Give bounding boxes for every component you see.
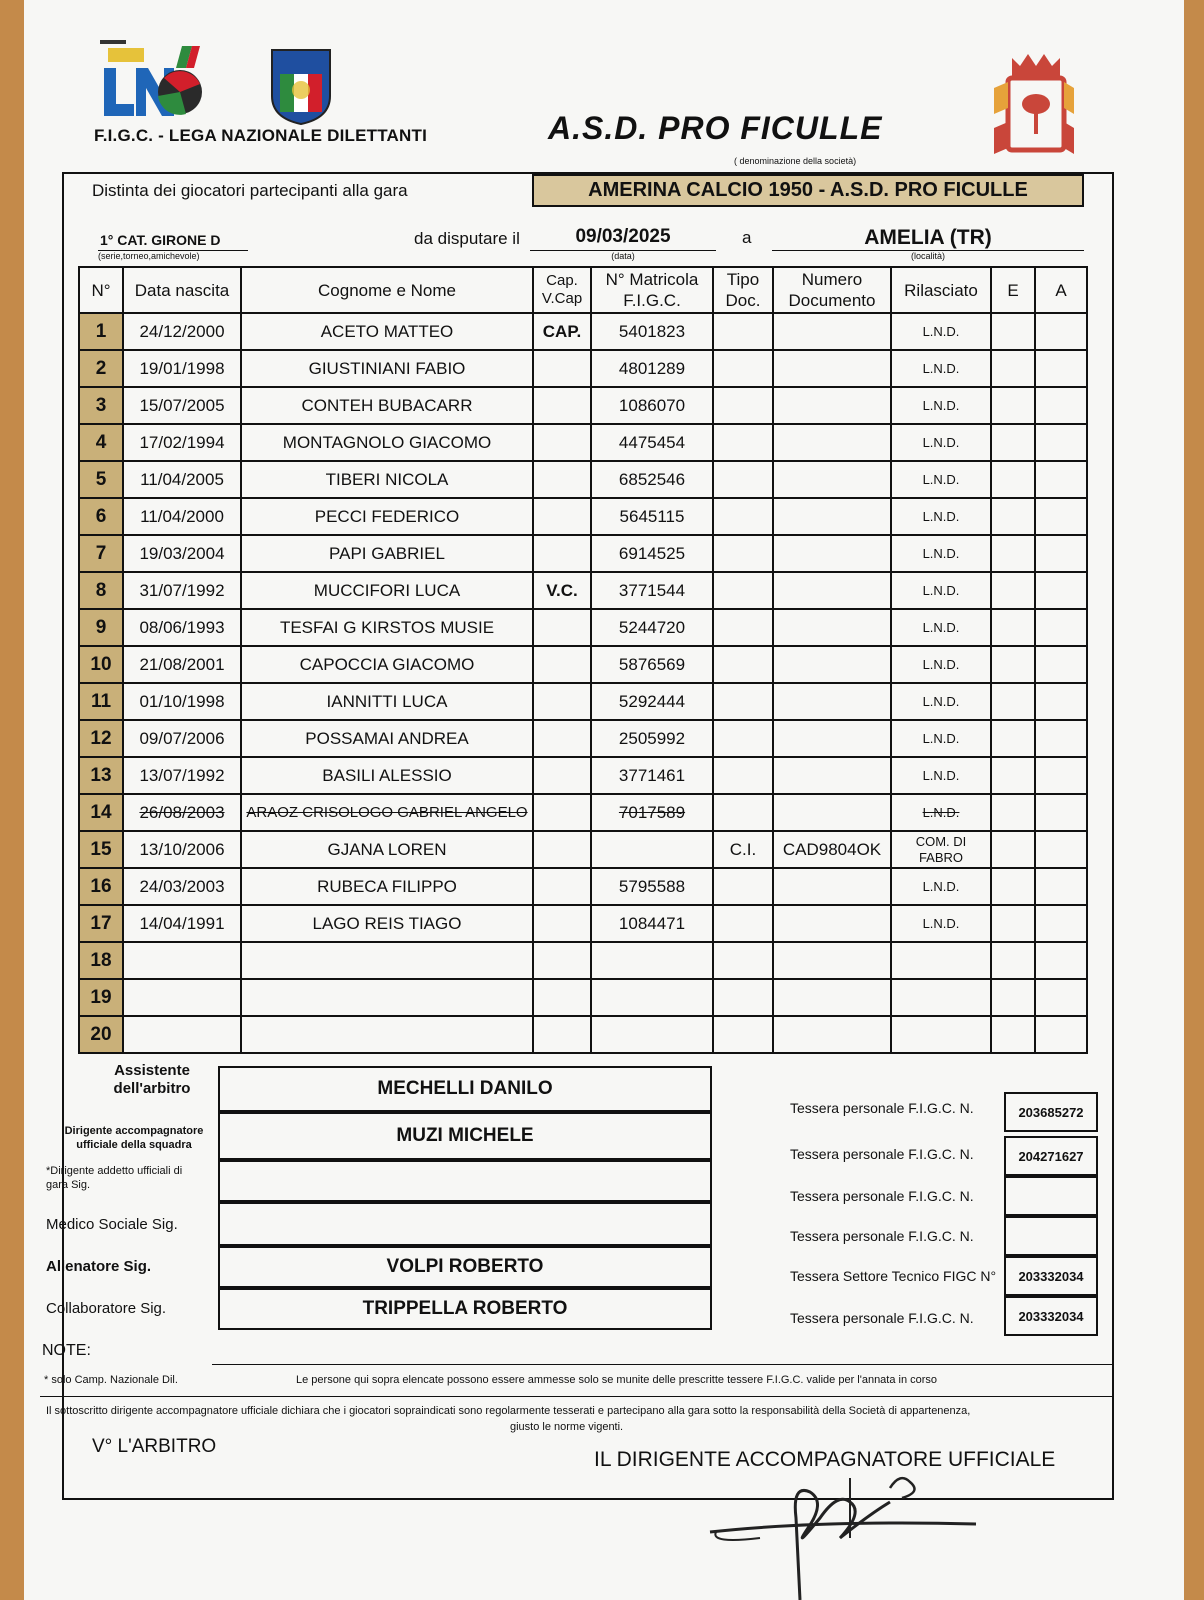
doc-number: [773, 350, 891, 387]
category-caption: (serie,torneo,amichevole): [98, 251, 200, 261]
a-cell: [1035, 979, 1087, 1016]
a-cell: [1035, 794, 1087, 831]
player-number: 5: [79, 461, 123, 498]
doc-type: [713, 350, 773, 387]
e-cell: [991, 387, 1035, 424]
player-number: 18: [79, 942, 123, 979]
e-cell: [991, 794, 1035, 831]
rilasciato: L.N.D.: [891, 387, 991, 424]
header-cap: Cap. V.Cap: [533, 267, 591, 313]
matricola: 4801289: [591, 350, 713, 387]
roster-header-row: [79, 267, 1087, 313]
birth-date: 31/07/1992: [123, 572, 241, 609]
matricola: 1084471: [591, 905, 713, 942]
a-cell: [1035, 535, 1087, 572]
captain-mark: [533, 1016, 591, 1053]
tessera-value-1: 203685272: [1004, 1092, 1098, 1132]
lnd-logo: [94, 38, 204, 130]
e-cell: [991, 646, 1035, 683]
player-name: CAPOCCIA GIACOMO: [241, 646, 533, 683]
e-cell: [991, 1016, 1035, 1053]
player-name: LAGO REIS TIAGO: [241, 905, 533, 942]
declaration-text-2: giusto le norme vigenti.: [510, 1421, 624, 1433]
tessera-value-6: 203332034: [1004, 1296, 1098, 1336]
doc-type: [713, 720, 773, 757]
matricola: 6914525: [591, 535, 713, 572]
birth-date: 21/08/2001: [123, 646, 241, 683]
player-number: 10: [79, 646, 123, 683]
matricola: 3771461: [591, 757, 713, 794]
doc-type: [713, 868, 773, 905]
a-cell: [1035, 498, 1087, 535]
player-number: 11: [79, 683, 123, 720]
e-cell: [991, 868, 1035, 905]
table-row: [79, 757, 1087, 794]
allenatore-label: Allenatore Sig.: [46, 1258, 152, 1275]
a-cell: [1035, 609, 1087, 646]
a-cell: [1035, 868, 1087, 905]
player-name: TIBERI NICOLA: [241, 461, 533, 498]
birth-date: [123, 979, 241, 1016]
table-row: [79, 646, 1087, 683]
club-caption: ( denominazione della società): [734, 156, 857, 166]
doc-type: [713, 979, 773, 1016]
player-name: TESFAI G KIRSTOS MUSIE: [241, 609, 533, 646]
captain-mark: [533, 646, 591, 683]
matricola: 5244720: [591, 609, 713, 646]
matricola: [591, 942, 713, 979]
player-name: GJANA LOREN: [241, 831, 533, 868]
matricola: [591, 1016, 713, 1053]
collaboratore-label: Collaboratore Sig.: [46, 1300, 167, 1317]
staff-section: [46, 1062, 1112, 1336]
matricola: 5401823: [591, 313, 713, 350]
rilasciato: L.N.D.: [891, 646, 991, 683]
solo-camp-note: * solo Camp. Nazionale Dil.: [44, 1374, 178, 1386]
tessera-value-4: [1004, 1216, 1098, 1256]
player-number: 12: [79, 720, 123, 757]
e-cell: [991, 831, 1035, 868]
a-cell: [1035, 424, 1087, 461]
e-cell: [991, 572, 1035, 609]
e-cell: [991, 350, 1035, 387]
doc-type: [713, 905, 773, 942]
a-label: a: [742, 228, 752, 247]
player-name: POSSAMAI ANDREA: [241, 720, 533, 757]
birth-date: [123, 942, 241, 979]
a-cell: [1035, 683, 1087, 720]
rilasciato: L.N.D.: [891, 313, 991, 350]
rilasciato: COM. DI FABRO: [891, 831, 991, 868]
captain-mark: [533, 942, 591, 979]
player-number: 4: [79, 424, 123, 461]
doc-type: [713, 387, 773, 424]
distinta-label: Distinta dei giocatori partecipanti alla gara: [92, 181, 408, 200]
rilasciato: L.N.D.: [891, 757, 991, 794]
tessera-label-2: Tessera personale F.I.G.C. N.: [790, 1146, 974, 1162]
doc-type: [713, 942, 773, 979]
player-name: IANNITTI LUCA: [241, 683, 533, 720]
player-number: 2: [79, 350, 123, 387]
a-cell: [1035, 313, 1087, 350]
player-name: [241, 942, 533, 979]
match-title: AMERINA CALCIO 1950 - A.S.D. PRO FICULLE: [532, 174, 1084, 207]
matricola: 5795588: [591, 868, 713, 905]
doc-type: [713, 424, 773, 461]
player-number: 20: [79, 1016, 123, 1053]
club-name: A.S.D. PRO FICULLE: [548, 110, 883, 146]
doc-type: [713, 461, 773, 498]
e-cell: [991, 535, 1035, 572]
rilasciato: L.N.D.: [891, 461, 991, 498]
player-number: 8: [79, 572, 123, 609]
doc-number: [773, 942, 891, 979]
doc-type: [713, 572, 773, 609]
doc-type: [713, 1016, 773, 1053]
birth-date: 15/07/2005: [123, 387, 241, 424]
a-cell: [1035, 942, 1087, 979]
municipal-crest: [990, 48, 1078, 166]
rilasciato: L.N.D.: [891, 720, 991, 757]
category-value: 1° CAT. GIRONE D: [100, 232, 221, 248]
declaration-text: Il sottoscritto dirigente accompagnatore ufficiale dichiara che i giocatori sopraindicati sono regolarmente tesserati e partecipano alla gara sotto la responsabilità della Società di appartenenza,: [46, 1405, 971, 1417]
player-number: 7: [79, 535, 123, 572]
birth-date: 14/04/1991: [123, 905, 241, 942]
assistente-value: MECHELLI DANILO: [218, 1066, 712, 1112]
player-name: [241, 1016, 533, 1053]
tessera-label-6: Tessera personale F.I.G.C. N.: [790, 1310, 974, 1326]
table-row: [79, 572, 1087, 609]
e-cell: [991, 683, 1035, 720]
place-caption: (località): [910, 251, 945, 261]
note-line: [212, 1364, 1112, 1365]
captain-mark: CAP.: [533, 313, 591, 350]
e-cell: [991, 979, 1035, 1016]
e-cell: [991, 313, 1035, 350]
captain-mark: [533, 387, 591, 424]
a-cell: [1035, 720, 1087, 757]
rilasciato: L.N.D.: [891, 572, 991, 609]
doc-number: [773, 387, 891, 424]
match-place: AMELIA (TR): [864, 226, 992, 249]
rilasciato: L.N.D.: [891, 424, 991, 461]
player-name: PECCI FEDERICO: [241, 498, 533, 535]
signature: [700, 1468, 1000, 1600]
player-number: 14: [79, 794, 123, 831]
e-cell: [991, 424, 1035, 461]
tessera-value-2: 204271627: [1004, 1136, 1098, 1176]
a-cell: [1035, 831, 1087, 868]
table-row: [79, 535, 1087, 572]
birth-date: 24/12/2000: [123, 313, 241, 350]
captain-mark: [533, 979, 591, 1016]
doc-type: [713, 757, 773, 794]
doc-number: CAD9804OK: [773, 831, 891, 868]
e-cell: [991, 461, 1035, 498]
dirigente-label: Dirigente accompagnatore ufficiale della squadra: [64, 1125, 204, 1151]
birth-date: 09/07/2006: [123, 720, 241, 757]
table-row: [79, 831, 1087, 868]
tessera-tecnico-label: Tessera Settore Tecnico FIGC N°: [790, 1268, 997, 1284]
birth-date: 19/01/1998: [123, 350, 241, 387]
birth-date: 13/10/2006: [123, 831, 241, 868]
header-documento: Numero Documento: [773, 267, 891, 313]
captain-mark: [533, 720, 591, 757]
player-number: 16: [79, 868, 123, 905]
table-row: [79, 461, 1087, 498]
player-name: CONTEH BUBACARR: [241, 387, 533, 424]
header-rilasciato: Rilasciato: [891, 267, 991, 313]
header-matricola: N° Matricola F.I.G.C.: [591, 267, 713, 313]
matricola: 3771544: [591, 572, 713, 609]
doc-number: [773, 979, 891, 1016]
figc-shield-logo: [270, 48, 332, 126]
matricola: 1086070: [591, 387, 713, 424]
rilasciato: L.N.D.: [891, 350, 991, 387]
doc-type: [713, 609, 773, 646]
matricola: 2505992: [591, 720, 713, 757]
rilasciato: [891, 1016, 991, 1053]
a-cell: [1035, 387, 1087, 424]
doc-type: [713, 646, 773, 683]
doc-number: [773, 794, 891, 831]
birth-date: 19/03/2004: [123, 535, 241, 572]
lnd-caption: F.I.G.C. - LEGA NAZIONALE DILETTANTI: [94, 126, 428, 145]
rilasciato: L.N.D.: [891, 905, 991, 942]
a-cell: [1035, 350, 1087, 387]
rilasciato: [891, 979, 991, 1016]
header-birth: Data nascita: [123, 267, 241, 313]
tessera-label-1: Tessera personale F.I.G.C. N.: [790, 1100, 974, 1116]
birth-date: 01/10/1998: [123, 683, 241, 720]
doc-number: [773, 535, 891, 572]
doc-number: [773, 683, 891, 720]
addetto-label: *Dirigente addetto ufficiali di gara Sig.: [46, 1165, 183, 1191]
birth-date: [123, 1016, 241, 1053]
dirigente-ufficiale-label: IL DIRIGENTE ACCOMPAGNATORE UFFICIALE: [594, 1448, 1056, 1471]
header-a: A: [1035, 267, 1087, 313]
matricola: 4475454: [591, 424, 713, 461]
doc-number: [773, 1016, 891, 1053]
doc-number: [773, 868, 891, 905]
table-row: [79, 942, 1087, 979]
captain-mark: [533, 757, 591, 794]
dirigente-value: MUZI MICHELE: [218, 1112, 712, 1160]
a-cell: [1035, 646, 1087, 683]
player-number: 1: [79, 313, 123, 350]
assistente-label: Assistente dell'arbitro: [113, 1062, 191, 1097]
rilasciato: L.N.D.: [891, 683, 991, 720]
arbitro-label: V° L'ARBITRO: [92, 1436, 217, 1457]
da-disputare-label: da disputare il: [414, 229, 520, 248]
doc-number: [773, 646, 891, 683]
player-name: ARAOZ CRISOLOGO GABRIEL ANGELO: [241, 794, 533, 831]
a-cell: [1035, 572, 1087, 609]
e-cell: [991, 905, 1035, 942]
matricola: 5876569: [591, 646, 713, 683]
roster-table: [78, 266, 1088, 1054]
matricola: 7017589: [591, 794, 713, 831]
allenatore-value: VOLPI ROBERTO: [218, 1246, 712, 1288]
table-row: [79, 720, 1087, 757]
a-cell: [1035, 905, 1087, 942]
captain-mark: V.C.: [533, 572, 591, 609]
player-name: [241, 979, 533, 1016]
matricola: [591, 979, 713, 1016]
captain-mark: [533, 535, 591, 572]
table-row: [79, 498, 1087, 535]
doc-type: [713, 313, 773, 350]
a-cell: [1035, 757, 1087, 794]
a-cell: [1035, 461, 1087, 498]
player-name: GIUSTINIANI FABIO: [241, 350, 533, 387]
rilasciato: L.N.D.: [891, 535, 991, 572]
date-caption: (data): [611, 251, 635, 261]
matricola: 5292444: [591, 683, 713, 720]
table-row: [79, 424, 1087, 461]
player-number: 19: [79, 979, 123, 1016]
tessera-value-3: [1004, 1176, 1098, 1216]
birth-date: 11/04/2000: [123, 498, 241, 535]
doc-number: [773, 720, 891, 757]
birth-date: 11/04/2005: [123, 461, 241, 498]
doc-number: [773, 757, 891, 794]
player-name: MONTAGNOLO GIACOMO: [241, 424, 533, 461]
tessera-label-3: Tessera personale F.I.G.C. N.: [790, 1188, 974, 1204]
player-number: 13: [79, 757, 123, 794]
doc-number: [773, 461, 891, 498]
rilasciato: L.N.D.: [891, 794, 991, 831]
doc-number: [773, 498, 891, 535]
captain-mark: [533, 794, 591, 831]
doc-number: [773, 313, 891, 350]
captain-mark: [533, 905, 591, 942]
rilasciato: [891, 942, 991, 979]
collaboratore-value: TRIPPELLA ROBERTO: [218, 1288, 712, 1330]
header-name: Cognome e Nome: [241, 267, 533, 313]
birth-date: 26/08/2003: [123, 794, 241, 831]
e-cell: [991, 609, 1035, 646]
medico-label: Medico Sociale Sig.: [46, 1216, 178, 1233]
doc-number: [773, 609, 891, 646]
doc-number: [773, 905, 891, 942]
captain-mark: [533, 461, 591, 498]
table-row: [79, 905, 1087, 942]
player-name: BASILI ALESSIO: [241, 757, 533, 794]
a-cell: [1035, 1016, 1087, 1053]
captain-mark: [533, 350, 591, 387]
birth-date: 08/06/1993: [123, 609, 241, 646]
player-number: 15: [79, 831, 123, 868]
note-label: NOTE:: [42, 1342, 91, 1359]
table-row: [79, 313, 1087, 350]
le-persone-note: Le persone qui sopra elencate possono essere ammesse solo se munite delle prescritte tessere F.I.G.C. valide per l'annata in corso: [296, 1374, 938, 1386]
birth-date: 13/07/1992: [123, 757, 241, 794]
doc-type: [713, 794, 773, 831]
table-row: [79, 609, 1087, 646]
match-date: 09/03/2025: [575, 226, 671, 247]
birth-date: 17/02/1994: [123, 424, 241, 461]
captain-mark: [533, 683, 591, 720]
tessera-label-4: Tessera personale F.I.G.C. N.: [790, 1228, 974, 1244]
doc-type: C.I.: [713, 831, 773, 868]
e-cell: [991, 720, 1035, 757]
player-name: MUCCIFORI LUCA: [241, 572, 533, 609]
e-cell: [991, 757, 1035, 794]
captain-mark: [533, 424, 591, 461]
table-row: [79, 794, 1087, 831]
player-name: RUBECA FILIPPO: [241, 868, 533, 905]
matricola: [591, 831, 713, 868]
doc-type: [713, 535, 773, 572]
doc-type: [713, 683, 773, 720]
doc-number: [773, 572, 891, 609]
tessera-value-5: 203332034: [1004, 1256, 1098, 1296]
rilasciato: L.N.D.: [891, 609, 991, 646]
matricola: 5645115: [591, 498, 713, 535]
table-row: [79, 1016, 1087, 1053]
player-number: 6: [79, 498, 123, 535]
captain-mark: [533, 609, 591, 646]
medico-value: [218, 1202, 712, 1246]
captain-mark: [533, 498, 591, 535]
matricola: 6852546: [591, 461, 713, 498]
captain-mark: [533, 868, 591, 905]
player-number: 3: [79, 387, 123, 424]
player-number: 17: [79, 905, 123, 942]
header-e: E: [991, 267, 1035, 313]
birth-date: 24/03/2003: [123, 868, 241, 905]
player-name: ACETO MATTEO: [241, 313, 533, 350]
table-row: [79, 350, 1087, 387]
footer-divider: [40, 1396, 1112, 1397]
table-row: [79, 683, 1087, 720]
player-name: PAPI GABRIEL: [241, 535, 533, 572]
captain-mark: [533, 831, 591, 868]
rilasciato: L.N.D.: [891, 868, 991, 905]
rilasciato: L.N.D.: [891, 498, 991, 535]
doc-number: [773, 424, 891, 461]
player-number: 9: [79, 609, 123, 646]
doc-type: [713, 498, 773, 535]
addetto-value: [218, 1160, 712, 1202]
header-tipo: Tipo Doc.: [713, 267, 773, 313]
e-cell: [991, 942, 1035, 979]
header-num: N°: [79, 267, 123, 313]
e-cell: [991, 498, 1035, 535]
table-row: [79, 387, 1087, 424]
table-row: [79, 979, 1087, 1016]
table-row: [79, 868, 1087, 905]
